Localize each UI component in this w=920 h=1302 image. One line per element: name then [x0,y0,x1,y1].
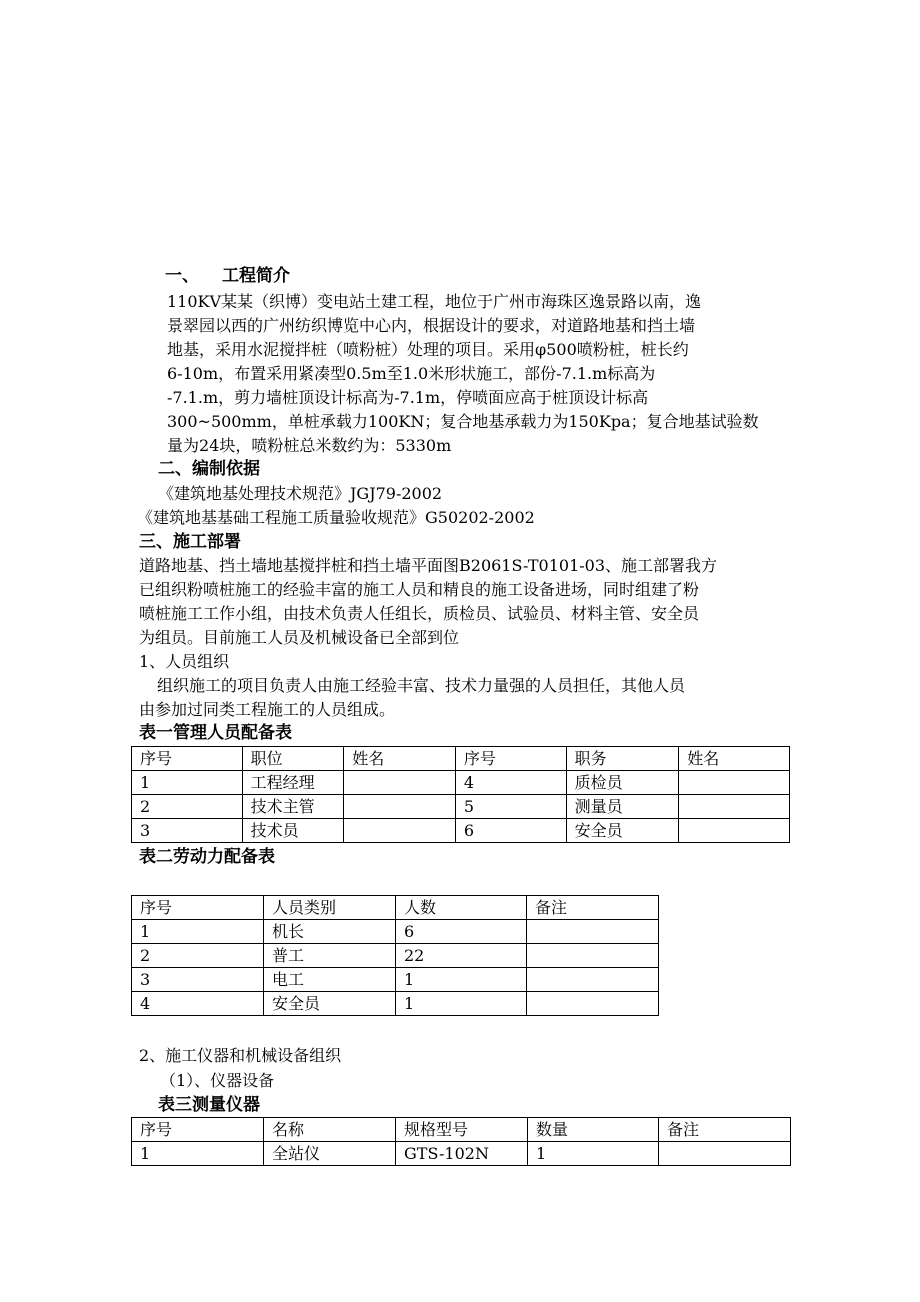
table-row [132,992,659,1016]
table1-caption: 表一管理人员配备表 [139,723,292,743]
header-cell: 职务 [566,747,679,771]
body-line: 110KV某某（织博）变电站土建工程，地位于广州市海珠区逸景路以南，逸 [167,292,702,311]
table-cell: 全站仪 [264,1142,396,1166]
table-row [132,944,659,968]
table-cell: 技术主管 [242,795,344,819]
table-cell [679,771,790,795]
body-line: 为组员。目前施工人员及机械设备已全部到位 [139,628,460,647]
reference-1: 《建筑地基处理技术规范》JGJ79-2002 [158,484,443,503]
management-staff-table [131,746,790,843]
table-header-row [132,896,659,920]
labor-force-table [131,895,659,1016]
table-row [132,920,659,944]
table-row [132,968,659,992]
header-cell: 姓名 [679,747,790,771]
table-cell: 1 [528,1142,659,1166]
table-cell: 2 [132,944,264,968]
survey-instrument-table [131,1117,791,1166]
table2-caption: 表二劳动力配备表 [139,847,275,867]
section2-title: 二、编制依据 [158,459,260,479]
table-cell: 1 [132,1142,264,1166]
table-cell: 5 [455,795,566,819]
body-line: 量为24块，喷粉桩总米数约为：5330m [167,436,452,455]
personnel-body [139,674,799,722]
section3-title: 三、施工部署 [139,532,241,552]
reference-2: 《建筑地基基础工程施工质量验收规范》G50202-2002 [137,508,535,527]
table-cell: 4 [132,992,264,1016]
header-cell: 序号 [132,896,264,920]
subsection-instruments: （1）、仪器设备 [160,1071,275,1090]
table-header-row [132,747,790,771]
table-cell: 电工 [264,968,396,992]
table-cell [527,944,659,968]
header-cell: 规格型号 [396,1118,528,1142]
header-cell: 序号 [455,747,566,771]
table3-caption: 表三测量仪器 [158,1095,260,1115]
table-row [132,1142,791,1166]
body-line: 组织施工的项目负责人由施工经验丰富、技术力量强的人员担任，其他人员 [157,676,686,695]
table-header-row [132,1118,791,1142]
table-cell [344,795,456,819]
table-cell: 1 [396,992,527,1016]
table-cell: 技术员 [242,819,344,843]
table-cell [527,920,659,944]
table-cell: 2 [132,795,243,819]
section3-body [139,554,799,650]
body-line: 喷桩施工工作小组，由技术负责人任组长，质检员、试验员、材料主管、安全员 [139,604,700,623]
table-cell [344,771,456,795]
table-cell: 4 [455,771,566,795]
table-cell: 1 [132,920,264,944]
table-cell [527,968,659,992]
table-cell: GTS-102N [396,1142,528,1166]
table-cell: 安全员 [566,819,679,843]
table-cell: 1 [396,968,527,992]
table-cell: 1 [132,771,243,795]
body-line: 地基，采用水泥搅拌桩（喷粉桩）处理的项目。采用φ500喷粉桩，桩长约 [167,340,689,359]
header-cell: 序号 [132,747,243,771]
table-cell: 3 [132,819,243,843]
body-line: 已组织粉喷桩施工的经验丰富的施工人员和精良的施工设备进场，同时组建了粉 [139,580,700,599]
subsection-equipment: 2、施工仪器和机械设备组织 [139,1046,342,1065]
header-cell: 数量 [528,1118,659,1142]
body-line: 6-10m，布置采用紧凑型0.5m至1.0米形状施工，部份-7.1.m标高为 [167,364,656,383]
table-row [132,771,790,795]
header-cell: 备注 [659,1118,791,1142]
table-cell: 普工 [264,944,396,968]
header-cell: 姓名 [344,747,456,771]
header-cell: 人员类别 [264,896,396,920]
table-cell: 3 [132,968,264,992]
table-row [132,819,790,843]
table-cell [679,795,790,819]
body-line: 景翠园以西的广州纺织博览中心内，根据设计的要求，对道路地基和挡土墙 [167,316,696,335]
table-cell: 质检员 [566,771,679,795]
table-cell [659,1142,791,1166]
body-line: -7.1.m，剪力墙桩顶设计标高为-7.1m，停喷面应高于桩顶设计标高 [167,388,649,407]
table-cell: 测量员 [566,795,679,819]
header-cell: 名称 [264,1118,396,1142]
table-cell [344,819,456,843]
header-cell: 人数 [396,896,527,920]
table-cell: 工程经理 [242,771,344,795]
subsection-personnel: 1、人员组织 [139,652,230,671]
header-cell: 备注 [527,896,659,920]
table-cell [679,819,790,843]
section1-number: 一、 [165,266,199,286]
table-cell: 安全员 [264,992,396,1016]
body-line: 由参加过同类工程施工的人员组成。 [139,700,396,719]
section1-title: 工程简介 [222,266,290,286]
table-row [132,795,790,819]
table-cell: 机长 [264,920,396,944]
table-cell: 6 [396,920,527,944]
header-cell: 序号 [132,1118,264,1142]
section1-body [167,290,807,458]
body-line: 300~500mm，单桩承载力100KN；复合地基承载力为150Kpa；复合地基试验数 [167,412,759,431]
header-cell: 职位 [242,747,344,771]
table-cell: 22 [396,944,527,968]
table-cell: 6 [455,819,566,843]
body-line: 道路地基、挡土墙地基搅拌桩和挡土墙平面图B2061S-T0101-03、施工部署我方 [139,556,718,575]
table-cell [527,992,659,1016]
